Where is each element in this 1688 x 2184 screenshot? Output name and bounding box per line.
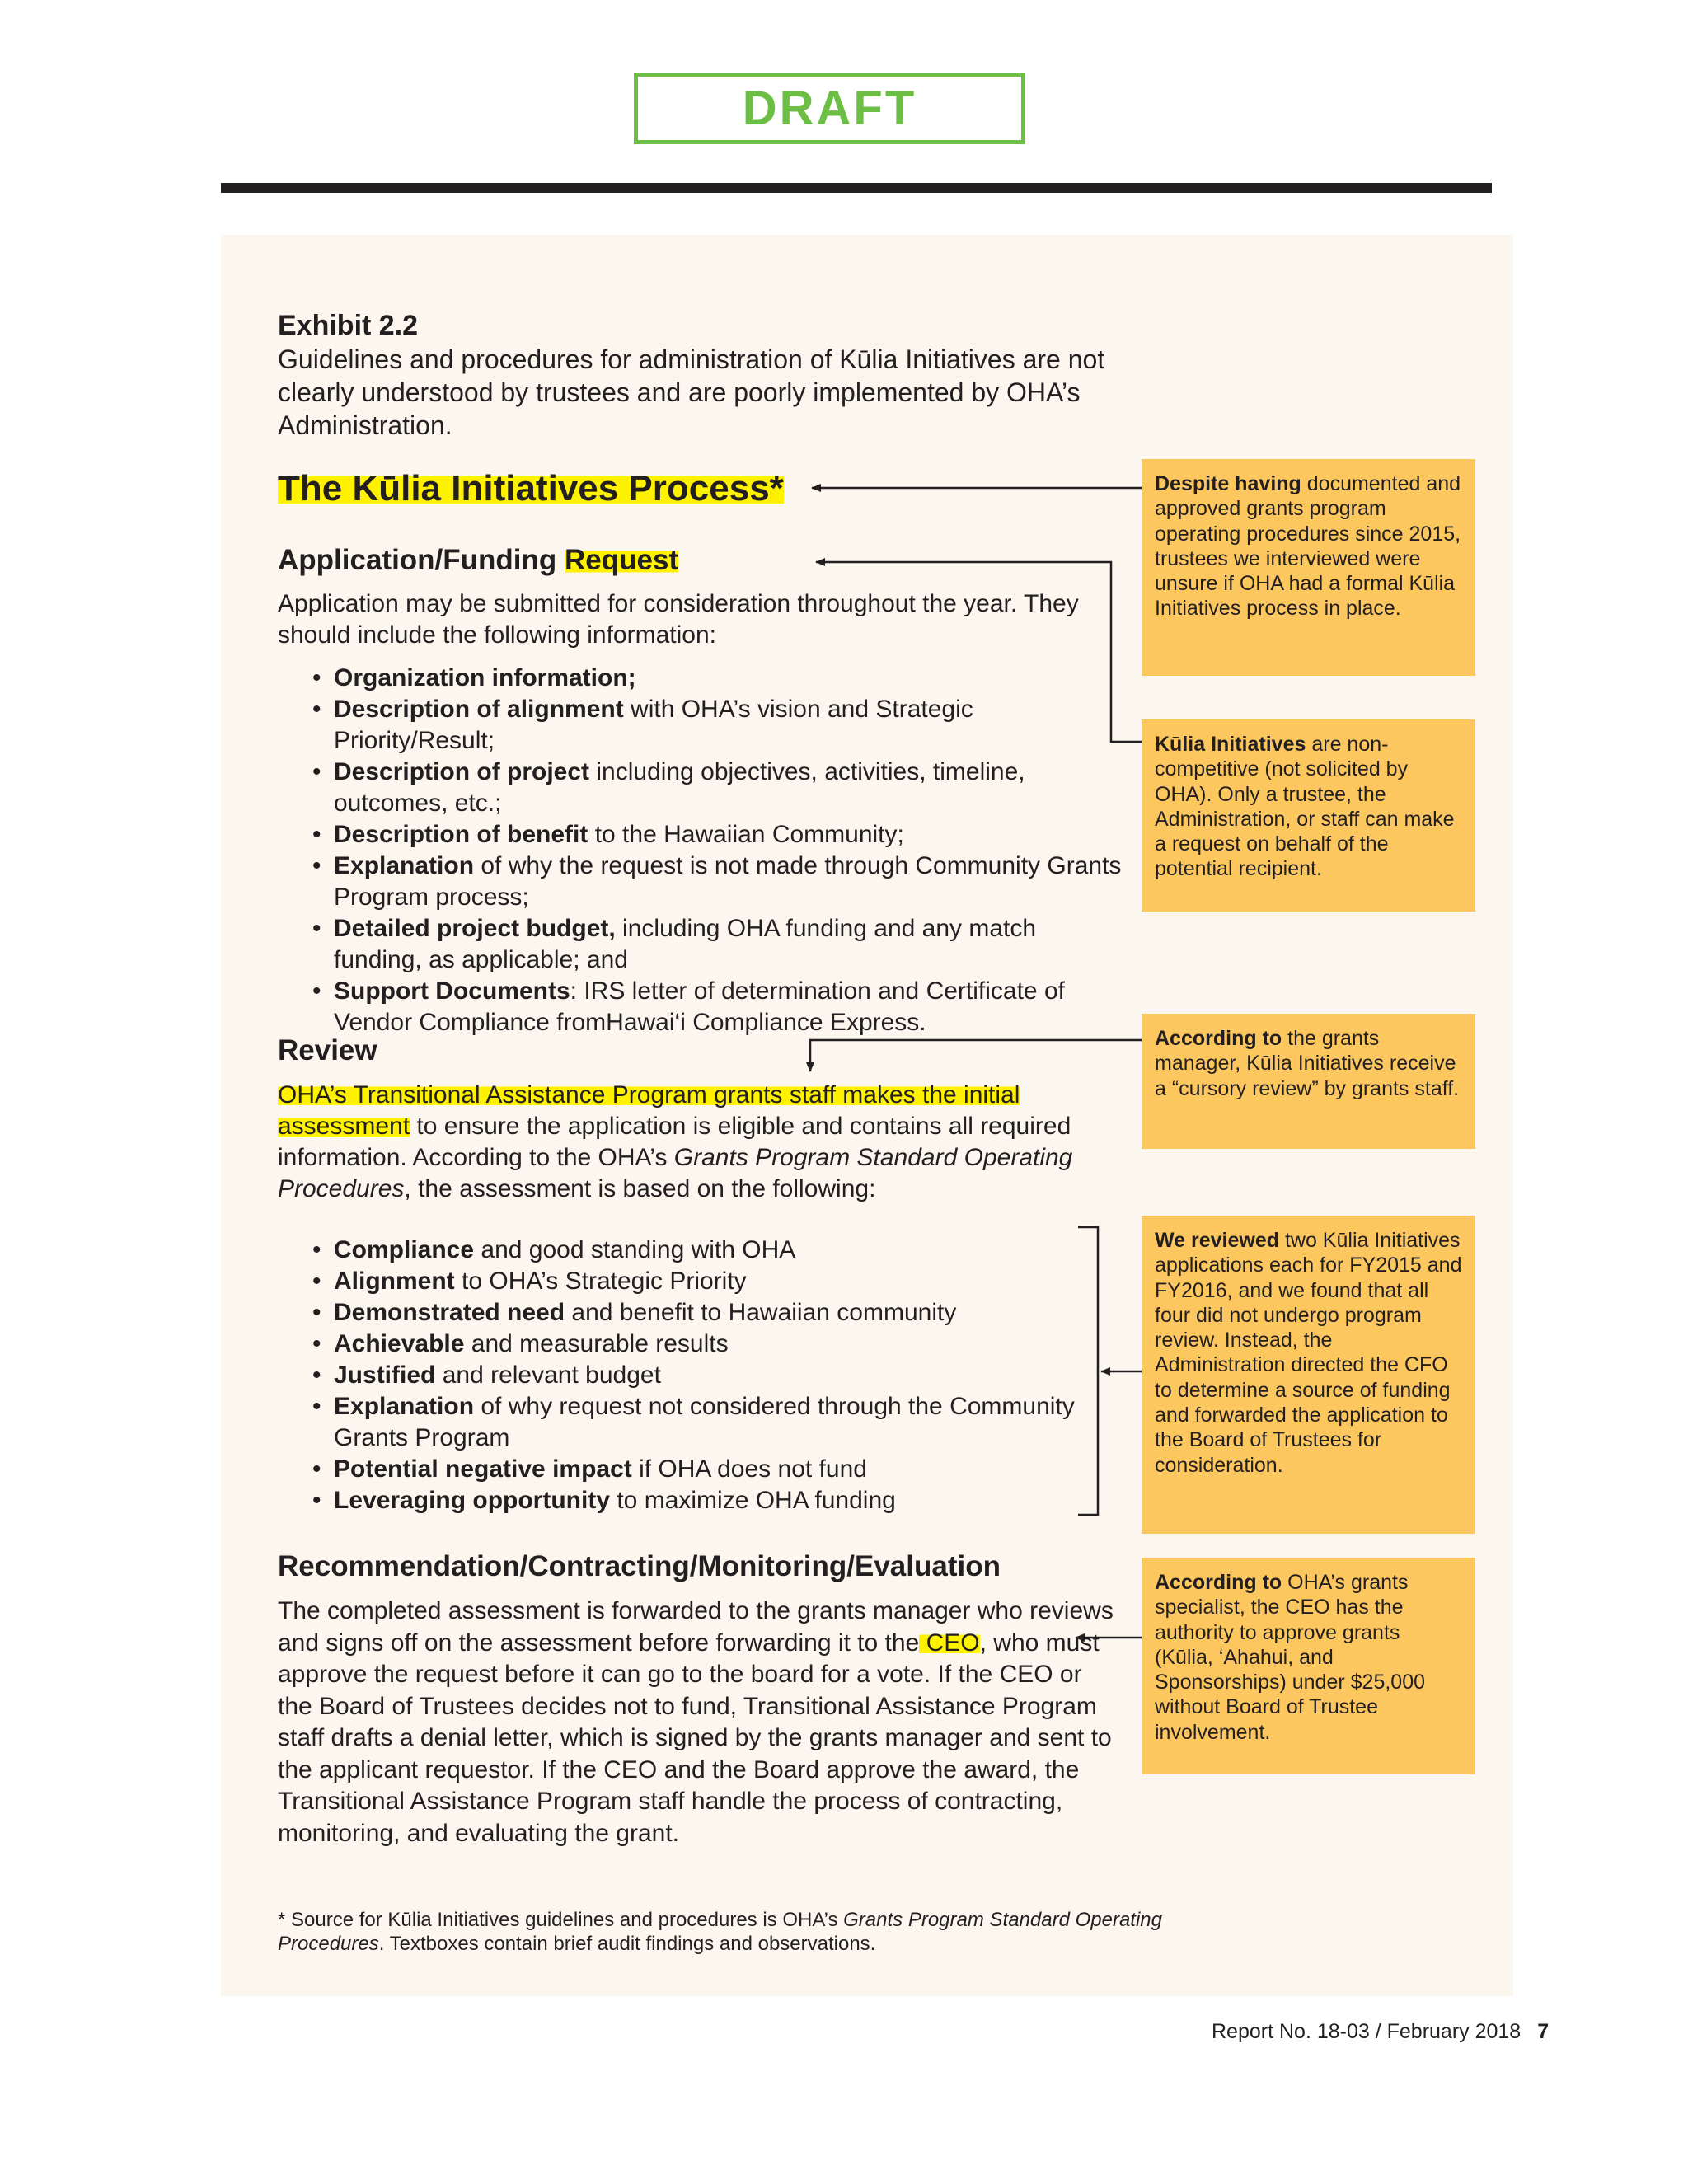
list-item: • Justified and relevant budget (278, 1360, 1102, 1391)
list-item: • Explanation of why request not considered through the Community Grants Program (278, 1391, 1102, 1454)
page-number: 7 (1537, 2020, 1550, 2043)
criteria-bracket (1078, 1227, 1098, 1515)
list-item: • Description of alignment with OHA’s vision and Strategic Priority/Result; (278, 694, 1127, 757)
callout-non-competitive: Kūlia Initiatives are non-competitive (not solicited by OHA). Only a trustee, the Administration, or staff can make a request on behalf of the potential recipient. (1142, 719, 1475, 912)
list-item: • Potential negative impact if OHA does not fund (278, 1454, 1102, 1485)
list-item: • Description of benefit to the Hawaiian Community; (278, 819, 1127, 851)
exhibit-description: Guidelines and procedures for administration of Kūlia Initiatives are not clearly understood by trustees and are poorly implemented by OHA’s Administration. (278, 344, 1105, 440)
callout-ceo-authority: According to OHA’s grants specialist, the CEO has the authority to approve grants (Kūlia, ‘Ahahui, and Sponsorships) under $25,000 without Board of Trustee involvement. (1142, 1558, 1475, 1774)
exhibit-label: Exhibit 2.2 (278, 310, 419, 341)
footnote: * Source for Kūlia Initiatives guidelines and procedures is OHA’s Grants Program Standard Operating Procedures. Textboxes contain brief audit findings and observations. (278, 1909, 1162, 1955)
review-heading: Review (278, 1034, 377, 1066)
application-intro: Application may be submitted for consideration throughout the year. They should include the following information: (278, 590, 1079, 649)
list-item: • Compliance and good standing with OHA (278, 1235, 1102, 1266)
list-item: • Demonstrated need and benefit to Hawaiian community (278, 1297, 1102, 1329)
callout-cursory-review: According to the grants manager, Kūlia Initiatives receive a “cursory review” by grants staff. (1142, 1014, 1475, 1149)
list-item: • Alignment to OHA’s Strategic Priority (278, 1266, 1102, 1297)
report-number: Report No. 18-03 / February 2018 (1212, 2020, 1522, 2043)
review-highlight: OHA’s Transitional Assistance Program grants staff makes the initial assessment (278, 1081, 1020, 1140)
application-heading-highlight: Request (565, 544, 679, 576)
list-item: • Detailed project budget, including OHA funding and any match funding, as applicable; and (278, 913, 1127, 976)
list-item: • Organization information; (278, 663, 1127, 694)
draft-label: DRAFT (742, 82, 917, 135)
review-paragraph: OHA’s Transitional Assistance Program grants staff makes the initial assessment to ensure the application is eligible and contains all required information. According to the OHA’s Grants Program Standard Operating Procedures, the assessment is based on the following: (278, 1081, 1073, 1202)
list-item: • Achievable and measurable results (278, 1329, 1102, 1360)
ceo-highlight: CEO (919, 1629, 980, 1657)
arrow-to-review (810, 1040, 1142, 1071)
list-item: • Leveraging opportunity to maximize OHA funding (278, 1485, 1102, 1516)
callout-trustees-unsure: Despite having documented and approved grants program operating procedures since 2015, trustees we interviewed were unsure if OHA had a formal Kūlia Initiatives process in place. (1142, 459, 1475, 676)
recommendation-heading: Recommendation/Contracting/Monitoring/Evaluation (278, 1550, 1001, 1582)
recommendation-paragraph: The completed assessment is forwarded to the grants manager who reviews and signs off on the assessment before forwarding it to the CEO, who must approve the request before it can go to the board for a vote. If the CEO or the Board of Trustees decides not to fund, Transitional Assistance Program staff drafts a denial letter, which is signed by the grants manager and sent to the applicant requestor. If the CEO and the Board approve the award, the Transitional Assistance Program staff handle the process of contracting, monitoring, and evaluating the grant. (278, 1597, 1114, 1847)
process-title-text: The Kūlia Initiatives Process* (278, 468, 784, 509)
list-item: • Description of project including objectives, activities, timeline, outcomes, etc.; (278, 757, 1127, 819)
list-item: • Explanation of why the request is not made through Community Grants Program process; (278, 851, 1127, 913)
arrow-to-application (816, 562, 1142, 742)
list-item: • Support Documents: IRS letter of determination and Certificate of Vendor Compliance fromHawai‘i Compliance Express. (278, 976, 1127, 1038)
callout-applications-reviewed: We reviewed two Kūlia Initiatives applications each for FY2015 and FY2016, and we found that all four did not undergo program review. Instead, the Administration directed the CFO to determine a source of funding and forwarded the application to the Board of Trustees for consideration. (1142, 1216, 1475, 1534)
application-heading: Application/Funding Request (278, 544, 679, 576)
